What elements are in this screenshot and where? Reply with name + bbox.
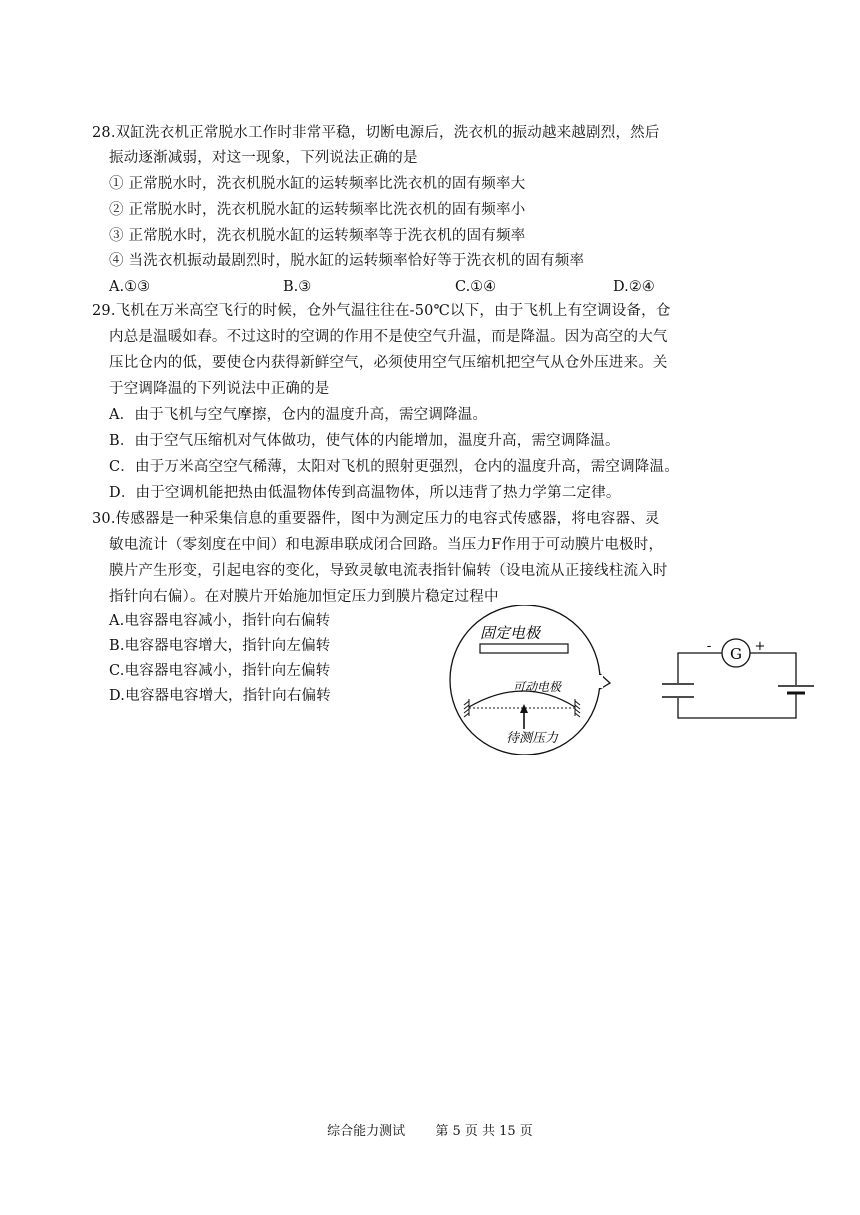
fixed-electrode-label: 固定电极: [480, 624, 541, 642]
q29-stem-line-4: 于空调降温的下列说法中正确的是: [109, 381, 330, 397]
q29-stem-line-2: 内总是温暖如春。不过这时的空调的作用不是使空气升温，而是降温。因为高空的大气: [109, 329, 668, 345]
q29-stem-line-1: 29.飞机在万米高空飞行的时候，仓外气温往往在-50℃以下，由于飞机上有空调设备，仓: [92, 303, 671, 319]
galvanometer-minus: -: [706, 638, 712, 654]
q29-option-d: D．由于空调机能把热由低温物体传到高温物体，所以违背了热力学第二定律。: [109, 485, 621, 501]
q28-statement-3: ③ 正常脱水时，洗衣机脱水缸的运转频率等于洗衣机的固有频率: [109, 228, 526, 244]
circuit-wire-top: [678, 653, 722, 683]
q28-option-c: C.①④: [455, 279, 497, 295]
galvanometer-symbol: G: [730, 645, 742, 663]
q30-stem-line-1: 30.传感器是一种采集信息的重要器件，图中为测定压力的电容式传感器，将电容器、灵: [92, 511, 660, 527]
q30-stem-line-3: 膜片产生形变，引起电容的变化，导致灵敏电流表指针偏转（设电流从正接线柱流入时: [109, 563, 668, 579]
q28-option-a: A.①③: [109, 279, 151, 295]
page-footer: [0, 1120, 860, 1139]
q29-option-c: C．由于万米高空空气稀薄，太阳对飞机的照射更强烈，仓内的温度升高，需空调降温。: [109, 459, 679, 475]
q28-stem-line-1: 28.双缸洗衣机正常脱水工作时非常平稳，切断电源后，洗衣机的振动越来越剧烈，然后: [92, 125, 660, 141]
footer-page-number: 第 5 页 共 15 页: [435, 1124, 533, 1139]
q28-option-d: D.②④: [613, 279, 655, 295]
pressure-label: 待测压力: [506, 731, 559, 746]
callout-gap: [595, 675, 603, 688]
q28-statement-4: ④ 当洗衣机振动最剧烈时，脱水缸的运转频率恰好等于洗衣机的固有频率: [109, 253, 585, 269]
q30-stem-line-4: 指针向右偏）。在对膜片开始施加恒定压力到膜片稳定过程中: [109, 589, 499, 605]
q28-statement-2: ② 正常脱水时，洗衣机脱水缸的运转频率比洗衣机的固有频率小: [109, 202, 526, 218]
q28-option-b: B.③: [283, 279, 312, 295]
circuit-diagram: [652, 628, 822, 728]
q28-statement-1: ① 正常脱水时，洗衣机脱水缸的运转频率比洗衣机的固有频率大: [109, 176, 526, 192]
q30-option-a: A.电容器电容减小，指针向右偏转: [109, 613, 331, 629]
galvanometer-plus: +: [754, 639, 766, 654]
q29-stem-line-3: 压比仓内的低，要使仓内获得新鲜空气，必须使用空气压缩机把空气从仓外压进来。关: [109, 355, 668, 371]
pressure-sensor-diagram: [440, 605, 640, 755]
q30-option-d: D.电容器电容增大，指针向右偏转: [109, 688, 331, 704]
q30-option-b: B.电容器电容增大，指针向左偏转: [109, 638, 331, 654]
circuit-wire-bottom: [678, 694, 796, 718]
footer-subject: 综合能力测试: [327, 1124, 406, 1139]
circuit-wire-top-right: [750, 653, 796, 685]
movable-electrode-label: 可动电极: [513, 680, 562, 694]
q28-stem-line-2: 振动逐渐减弱，对这一现象，下列说法正确的是: [109, 150, 418, 166]
q30-option-c: C.电容器电容减小，指针向左偏转: [109, 663, 331, 679]
fixed-electrode-plate: [480, 644, 568, 653]
q30-stem-line-2: 敏电流计（零刻度在中间）和电源串联成闭合回路。当压力F作用于可动膜片电极时，: [109, 537, 664, 553]
q29-option-b: B．由于空气压缩机对气体做功，使气体的内能增加，温度升高，需空调降温。: [109, 433, 620, 449]
q29-option-a: A．由于飞机与空气摩擦，仓内的温度升高，需空调降温。: [109, 407, 488, 423]
